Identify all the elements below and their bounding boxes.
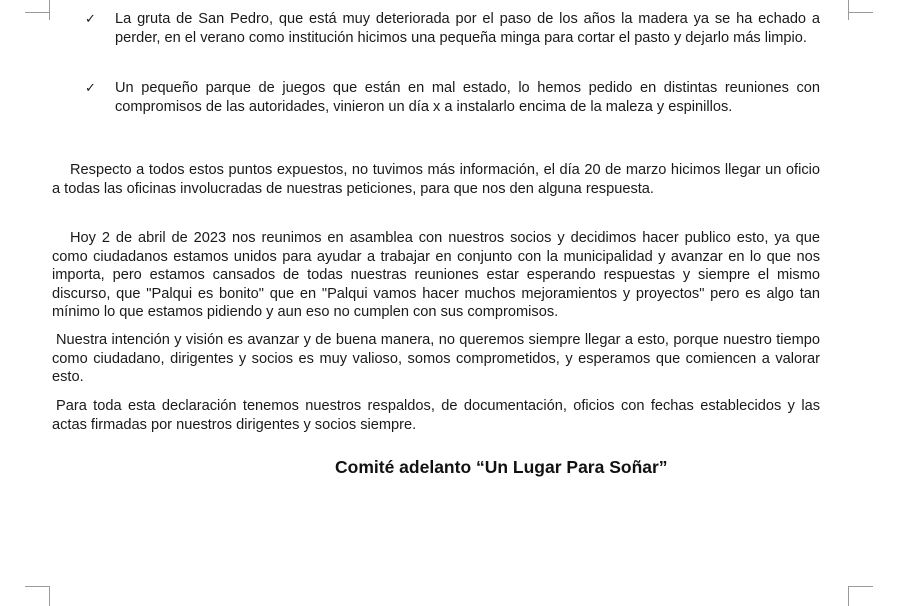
checkmark-icon: ✓ [85, 11, 96, 26]
checkmark-icon: ✓ [85, 80, 96, 95]
paragraph-intencion: Nuestra intención y visión es avanzar y de buena manera, no queremos siempre llegar a esto, porque nuestro tiempo como ciudadano, dirigentes y socios es muy valioso, somos comprometidos, y esperamos que comiencen a valorar esto. [52, 332, 820, 385]
bullet-text: Un pequeño parque de juegos que están en mal estado, lo hemos pedido en distintas reuniones con compromisos de las autoridades, vinieron un día x a instalarlo encima de la maleza y espinillos. [115, 80, 820, 115]
paragraph-asamblea: Hoy 2 de abril de 2023 nos reunimos en asamblea con nuestros socios y decidimos hacer publico esto, ya que como ciudadanos estamos unidos para ayudar a trabajar en conjunto con la municipalidad y avanzar en lo que nos importa, pero estamos cansados de todas nuestras reuniones estar esperando respuestas y siempre el mismo discurso, que "Palqui es bonito" que en "Palqui vamos hacer muchos mejoramientos y proyectos" pero es algo tan mínimo lo que estamos pidiendo y aun eso no cumplen con sus compromisos. [52, 230, 820, 320]
paragraph-respecto: Respecto a todos estos puntos expuestos, no tuvimos más información, el día 20 de marzo hicimos llegar un oficio a todas las oficinas involucradas de nuestras peticiones, para que nos den alguna respuesta. [52, 162, 820, 197]
committee-signature: Comité adelanto “Un Lugar Para Soñar” [335, 457, 668, 477]
crop-mark-top-right [848, 12, 873, 13]
crop-mark-bottom-left [25, 586, 50, 587]
crop-mark-bottom-left-vertical [49, 586, 50, 606]
crop-mark-top-right-vertical [848, 0, 849, 20]
crop-mark-bottom-right-vertical [848, 586, 849, 606]
bullet-item-parque [85, 79, 820, 116]
paragraph-respaldos: Para toda esta declaración tenemos nuestros respaldos, de documentación, oficios con fechas establecidos y las actas firmadas por nuestros dirigentes y socios siempre. [52, 398, 820, 433]
crop-mark-top-left-vertical [49, 0, 50, 20]
bullet-item-gruta [85, 10, 820, 47]
crop-mark-bottom-right [848, 586, 873, 587]
bullet-text: La gruta de San Pedro, que está muy deteriorada por el paso de los años la madera ya se ha echado a perder, en el verano como institución hicimos una pequeña minga para cortar el pasto y dejarlo más limpio. [115, 11, 820, 46]
crop-mark-top-left [25, 12, 50, 13]
